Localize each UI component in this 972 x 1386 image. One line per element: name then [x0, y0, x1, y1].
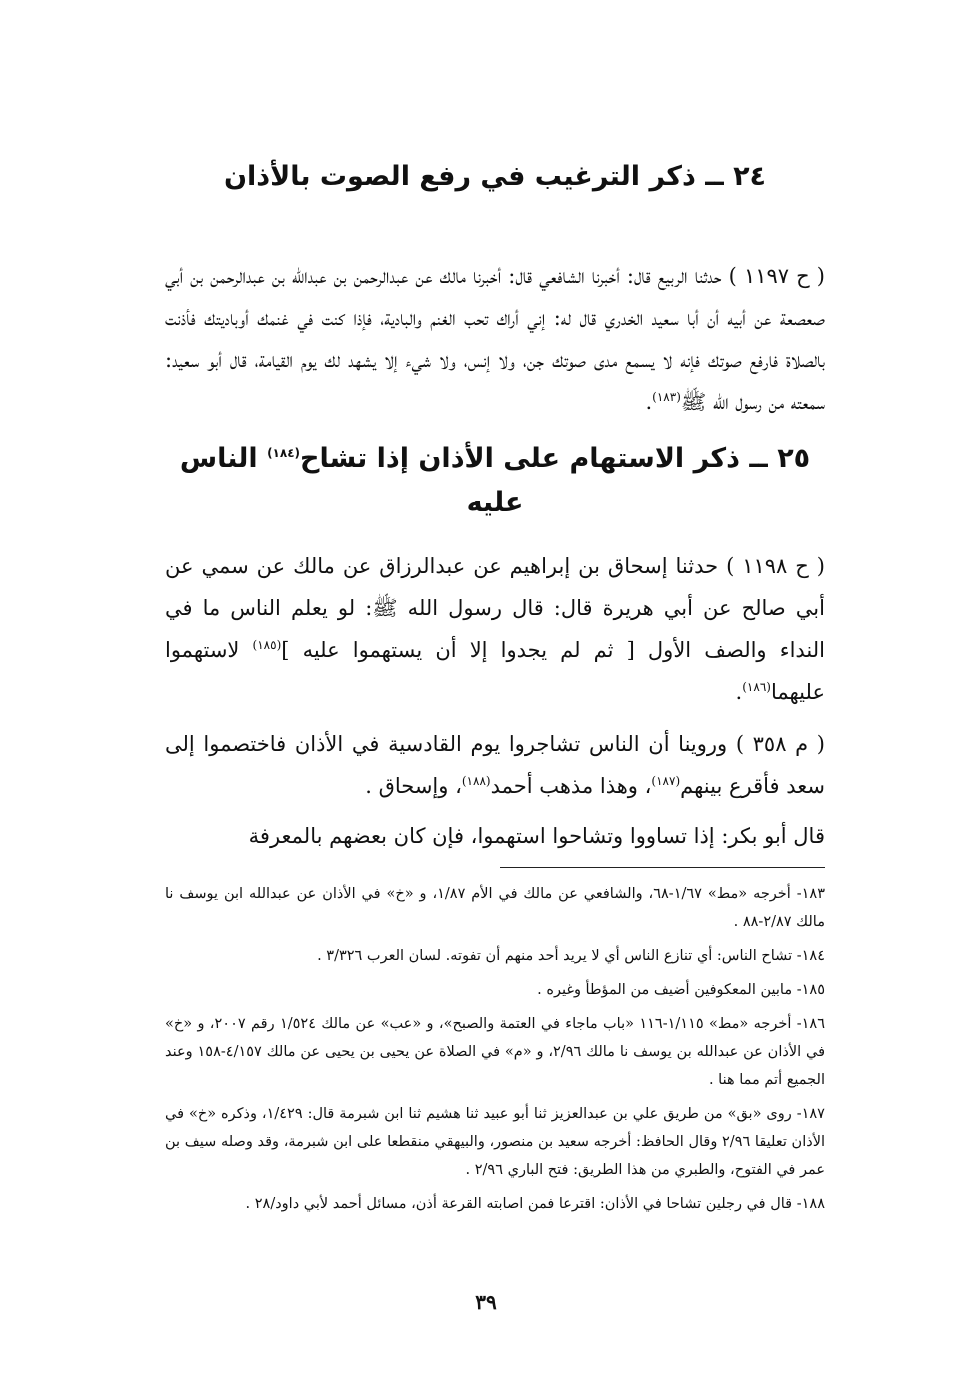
- footnote-188: ١٨٨- قال في رجلين تشاحا في الأذان: اقترعا فمن اصابته القرعة أذن، مسائل أحمد لأبي داود/٢٨ .: [245, 1196, 825, 1212]
- abubakr-paragraph: قال أبو بكر: إذا تساووا وتشاحوا استهموا، فإن كان بعضهم بالمعرفة: [248, 824, 825, 848]
- page-number: ٣٩: [475, 1290, 497, 1314]
- footnote-ref-184: (١٨٤): [267, 446, 301, 460]
- footnote-ref-187: (١٨٧): [651, 774, 681, 788]
- footnote-ref-183: (١٨٣): [652, 390, 681, 404]
- footnote-divider: [500, 867, 825, 868]
- section-25-title: [165, 437, 825, 525]
- footnote-185: ١٨٥- مابين المعكوفين أضيف من المؤطأ وغيره .: [537, 982, 825, 998]
- hadith-1197-text: ( ح ١١٩٧ ) حدثنا الربيع قال: أخبرنا الشافعي قال: أخبرنا مالك عن عبدالرحمن بن عبدالله بن عبدالرحمن بن أبي صعصعة عن أبيه أن أبا سعيد الخدري قال له: إني أراك تحب الغنم والبادية، فإذا كنت في غنمك أوباديتك فأذنت بالصلاة فارفع صوتك فإنه لا يسمع مدى صوتك جن، ولا إنس، ولا شيء إلا يشهد لك يوم القيامة، قال أبو سعيد: سمعته من رسول الله ﷺ: [165, 264, 825, 414]
- athar-358-text-a: ( م ٣٥٨ ) وروينا أن الناس تشاجروا يوم القادسية في الأذان فاختصموا إلى سعد فأقرع بينهم: [165, 732, 825, 798]
- footnote-187: ١٨٧- روى «بق» من طريق علي بن عبدالعزيز ثنا أبو عبيد ثنا هشيم ثنا ابن شبرمة قال: ١/٤٢٩، وذكره «خ» في الأذان تعليقا ٢/٩٦ وقال الحافظ: أخرجه سعيد بن منصور، والبيهقي منقطعا على ابن شبرمة، وقد وصله سيف بن عمر في الفتوح، والطبري من هذا الطريق: فتح الباري ٢/٩٦ .: [165, 1106, 825, 1178]
- athar-358-text-c: ، وإسحاق .: [365, 774, 462, 798]
- hadith-1198: [165, 545, 825, 713]
- section-25-title-b: الناس عليه: [179, 443, 524, 518]
- footnote-ref-188: (١٨٨): [461, 774, 491, 788]
- section-24-title: ٢٤ ــ ذكر الترغيب في رفع الصوت بالأذان: [223, 161, 767, 192]
- athar-358: [165, 723, 825, 807]
- footnote-184: ١٨٤- تشاح الناس: أي تنازع الناس أي لا يريد أحد منهم أن تفوته. لسان العرب ٣/٣٢٦ .: [317, 948, 825, 964]
- hadith-1197: [165, 255, 825, 423]
- footnote-ref-186: (١٨٦): [742, 680, 771, 694]
- footnote-ref-185: (١٨٥): [252, 638, 282, 652]
- athar-358-text-b: ، وهذا مذهب أحمد: [490, 774, 652, 798]
- hadith-1198-text-a: ( ح ١١٩٨ ) حدثنا إسحاق بن إبراهيم عن عبدالرزاق عن مالك عن سمي عن أبي صالح عن أبي هريرة قال: قال رسول الله ﷺ: لو يعلم الناس ما في النداء والصف الأول [ ثم لم يجدوا إلا أن يستهموا عليه ]: [165, 554, 826, 662]
- footnotes: [165, 880, 825, 1218]
- section-25-title-a: ٢٥ ــ ذكر الاستهام على الأذان إذا تشاح: [300, 443, 811, 474]
- page-body: [165, 150, 825, 1224]
- hadith-1198-end: .: [735, 680, 743, 704]
- hadith-1197-end: .: [645, 390, 653, 414]
- hadith-1198-text-b: لاستهموا عليهما: [165, 638, 825, 704]
- footnote-183: ١٨٣- أخرجه «مط» ١/٦٧-٦٨، والشافعي عن مالك في الأم ١/٨٧، و «خ» في الأذان عن عبدالله ابن يوسف نا مالك ٢/٨٧-٨٨ .: [165, 886, 825, 930]
- footnote-186: ١٨٦- أخرجه «مط» ١/١١٥-١١٦ «باب ماجاء في العتمة والصبح»، و «عب» عن مالك ١/٥٢٤ رقم ٢٠٠٧، و «خ» في الأذان عن عبدالله بن يوسف نا مالك ٢/٩٦، و «م» في الصلاة عن يحيى بن يحيى عن مالك ٤/١٥٧-١٥٨ وعند الجميع أتم مما هنا .: [165, 1016, 825, 1088]
